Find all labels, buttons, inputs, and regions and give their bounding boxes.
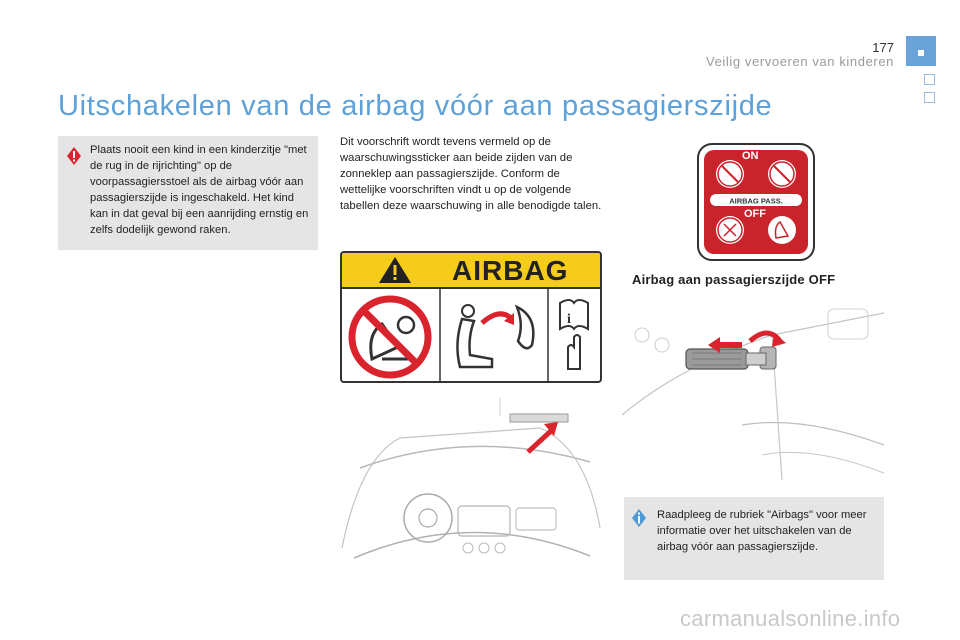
sticker-header (342, 253, 600, 289)
hazard-triangle-icon (378, 256, 412, 284)
info-icon (631, 508, 647, 528)
sticker-word: AIRBAG (452, 255, 569, 286)
info-box (624, 497, 884, 580)
chapter-tab-active[interactable] (906, 36, 936, 66)
warning-text: Plaats nooit een kind in een kinderzitje "met de rug in de rijrichting" op de voorpassagiersstoel als de airbag vóór aan passagierszijde is ingeschakeld. Het kind kan in dat geval bij een aanrijding ernstig en zelfs dodelijk gewond raken. (90, 144, 309, 236)
svg-text:i: i (567, 312, 571, 327)
info-text: Raadpleeg de rubriek "Airbags" voor meer informatie over het uitschakelen van de airbag vóór aan passagierszijde. (657, 509, 867, 553)
airbag-warning-sticker (340, 251, 602, 383)
illustration-caption: Airbag aan passagierszijde OFF (632, 272, 836, 287)
panel-off-label: OFF (744, 208, 766, 220)
airbag-status-panel-icon (696, 142, 816, 262)
chapter-tab[interactable] (924, 92, 935, 103)
sticker-pictograms (342, 289, 600, 381)
airbag-key-switch-illustration (622, 305, 884, 485)
body-paragraph: Dit voorschrift wordt tevens vermeld op de waarschuwingssticker aan beide zijden van de zonneklep aan passagierszijde. Conform de wettelijke voorschriften vindt u op de volgende tabellen deze waarschuwing in alle benodigde talen. (340, 136, 602, 212)
page-title: Uitschakelen van de airbag vóór aan passagierszijde (58, 90, 773, 122)
panel-on-label: ON (742, 150, 759, 162)
watermark: carmanualsonline.info (680, 606, 901, 631)
warning-box (58, 136, 318, 250)
section-title: Veilig vervoeren van kinderen (706, 54, 894, 69)
chapter-tab[interactable] (924, 74, 935, 85)
windscreen-sticker-location-illustration (340, 398, 602, 574)
warning-icon (66, 146, 82, 166)
page-number: 177 (872, 40, 894, 55)
panel-band-label: AIRBAG PASS. (729, 196, 783, 206)
